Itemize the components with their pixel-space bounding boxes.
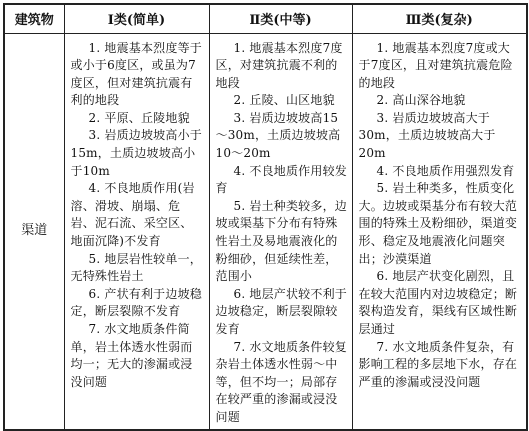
class-3-cell: [352, 33, 527, 430]
class-3-item: 6. 地层产状变化剧烈，且在较大范围内对边坡稳定；断裂构造发育，渠线有区域性断层通过: [358, 269, 518, 336]
class-3-item: 3. 岩质边坡坡高大于30m，土质边坡坡高大于20m: [358, 110, 496, 161]
table-row: [4, 33, 527, 430]
class-1-item: 1. 地震基本烈度等于或小于6度区，或虽为7度区，但对建筑抗震有利的地段: [70, 40, 202, 108]
class-1-cell: [64, 33, 209, 430]
class-1-item: 3. 岩质边坡坡高小于15m，土质边坡坡高小于10m: [70, 128, 202, 178]
class-3-item: 5. 岩土种类多，性质变化大。边坡或渠基分布有较大范围的特殊土及粉细砂，渠道变形、稳定及地震液化问题突出；沙漠渠道: [358, 181, 518, 266]
class-2-item: 5. 岩土种类较多，边坡或渠基下分布有特殊性岩土及易地震液化的粉细砂，但延续性差，范围小: [215, 198, 347, 284]
category-cell: 渠道: [4, 33, 64, 430]
class-1-item: 7. 水文地质条件简单，岩土体透水性弱而均一；无大的渗漏或浸没问题: [70, 322, 193, 389]
class-2-item: 1. 地震基本烈度7度区，对建筑抗震不利的地段: [215, 40, 343, 90]
header-building: 建筑物: [4, 4, 64, 33]
class-1-item: 2. 平原、丘陵地貌: [88, 110, 190, 125]
class-2-item: 2. 丘陵、山区地貌: [233, 93, 335, 108]
class-3-item: 7. 水文地质条件复杂，有影响工程的多层地下水，存在严重的渗漏或浸没问题: [358, 339, 518, 389]
header-class-3: Ⅲ类(复杂): [352, 4, 527, 33]
header-row: [4, 4, 527, 33]
class-1-item: 5. 地层岩性较单一，无特殊性岩土: [70, 251, 202, 284]
class-2-cell: [209, 33, 352, 430]
class-2-item: 3. 岩质边坡坡高15～30m，土质边坡坡高10～20m: [215, 110, 341, 161]
class-3-item: 4. 不良地质作用强烈发育: [376, 163, 515, 178]
class-3-item: 1. 地震基本烈度7度或大于7度区，且对建筑抗震危险的地段: [358, 40, 513, 90]
class-3-item: 2. 高山深谷地貌: [376, 93, 466, 108]
class-2-item: 7. 水文地质条件较复杂岩土体透水性弱～中等，但不均一；局部存在较严重的渗漏或浸没问题: [215, 339, 347, 424]
class-1-item: 4. 不良地质作用(岩溶、滑坡、崩塌、危岩、泥石流、采空区、地面沉降)不发育: [70, 181, 195, 249]
canal-classification-table: [3, 3, 528, 431]
header-class-1: Ⅰ类(简单): [64, 4, 209, 33]
class-2-item: 4. 不良地质作用较发育: [215, 163, 347, 196]
header-class-2: Ⅱ类(中等): [209, 4, 352, 33]
class-2-item: 6. 地层产状较不利于边坡稳定，断层裂隙较发育: [215, 286, 347, 336]
classification-table-container: [3, 3, 526, 424]
class-1-item: 6. 产状有利于边坡稳定，断层裂隙不发育: [70, 286, 202, 319]
